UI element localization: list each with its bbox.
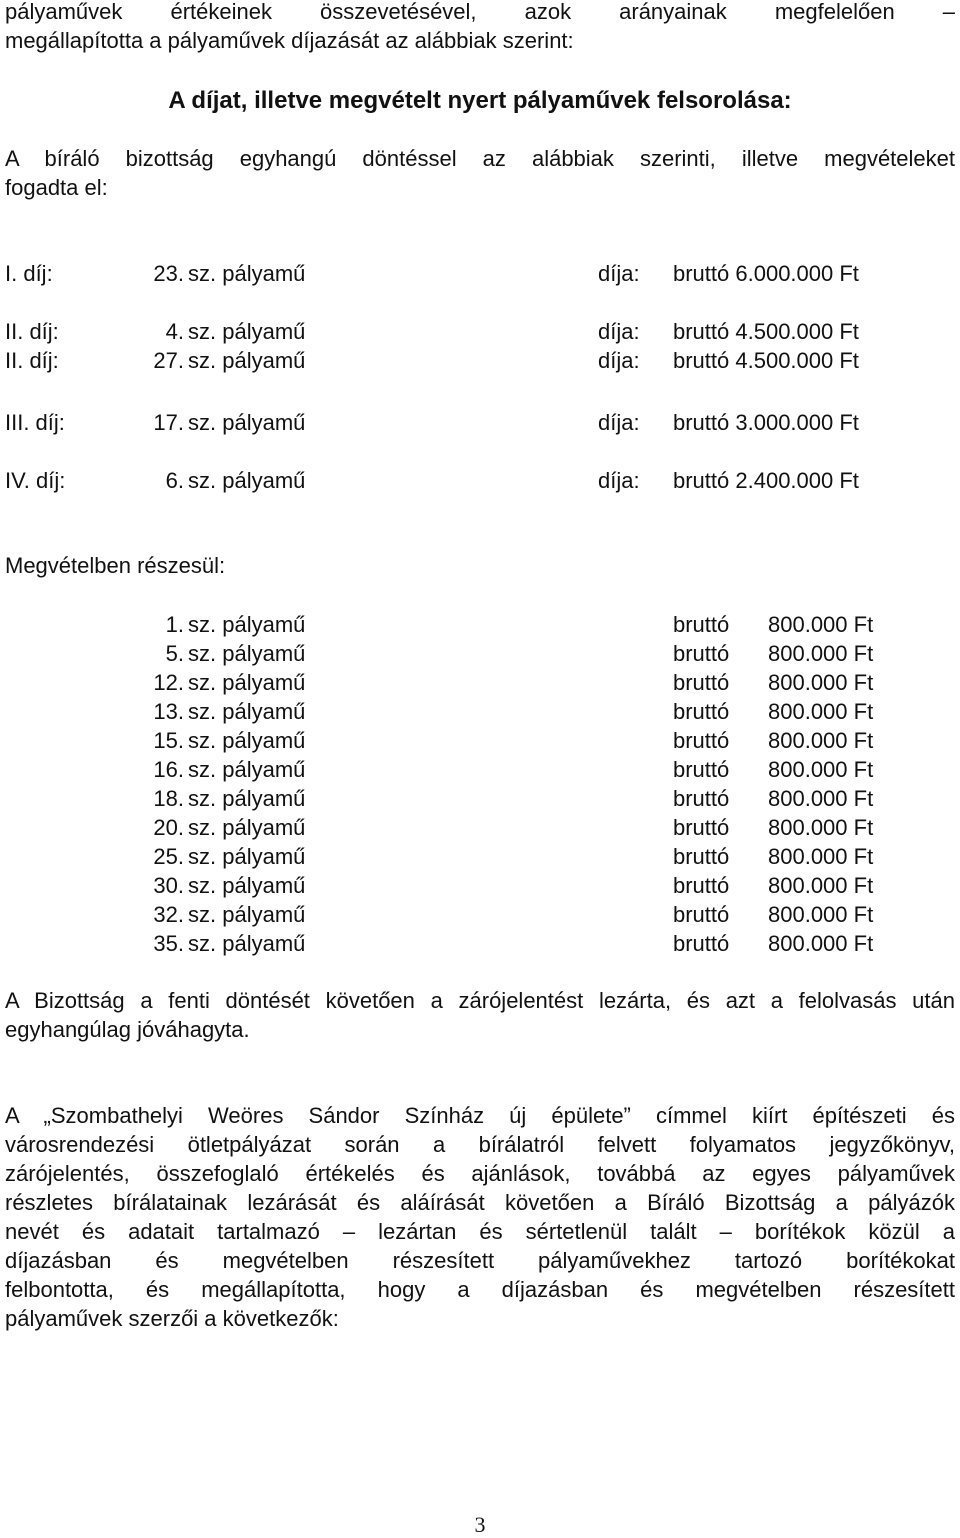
purchase-entry-number: 12. (153, 670, 184, 695)
purchase-amount: 800.000 Ft (768, 612, 874, 637)
paragraph-line: díjazásban és megvételben részesített pályaművekhez tartozó borítékokat (5, 1248, 955, 1273)
purchase-entry-label: sz. pályamű (188, 728, 306, 753)
purchase-entry-label: sz. pályamű (188, 612, 306, 637)
purchase-entry-label: sz. pályamű (188, 873, 306, 898)
purchase-entry-number: 13. (153, 699, 184, 724)
purchase-entry-label: sz. pályamű (188, 786, 306, 811)
paragraph-line: pályaművek szerzői a következők: (5, 1306, 339, 1331)
purchase-row (0, 639, 960, 668)
purchase-entry-number: 18. (153, 786, 184, 811)
purchase-row (0, 784, 960, 813)
prize-rank: III. díj: (5, 410, 65, 435)
purchase-amount: 800.000 Ft (768, 931, 874, 956)
purchase-row (0, 842, 960, 871)
prize-row (0, 408, 960, 437)
purchase-row (0, 871, 960, 900)
paragraph-line: felbontotta, és megállapította, hogy a díjazásban és megvételben részesített (5, 1277, 955, 1302)
page-number: 3 (474, 1512, 486, 1537)
intro-line-1: pályaművek értékeinek összevetésével, azok arányainak megfelelően – (5, 0, 955, 24)
purchase-row (0, 610, 960, 639)
prize-label: díja: (598, 410, 640, 435)
purchase-entry-number: 20. (153, 815, 184, 840)
prize-rank: IV. díj: (5, 468, 66, 493)
prize-entry-label: sz. pályamű (188, 410, 306, 435)
purchase-gross-label: bruttó (673, 670, 730, 695)
purchase-amount: 800.000 Ft (768, 757, 874, 782)
prize-amount: bruttó 4.500.000 Ft (673, 319, 859, 344)
purchase-entry-label: sz. pályamű (188, 844, 306, 869)
prize-entry-number: 23. (153, 261, 184, 286)
paragraph-line: részletes bírálatainak lezárását és aláírását követően a Bíráló Bizottság a pályázók (5, 1190, 955, 1215)
purchase-gross-label: bruttó (673, 612, 730, 637)
prize-rank: II. díj: (5, 348, 59, 373)
purchase-gross-label: bruttó (673, 873, 730, 898)
prize-amount: bruttó 6.000.000 Ft (673, 261, 859, 286)
prize-entry-label: sz. pályamű (188, 261, 306, 286)
prize-entry-label: sz. pályamű (188, 319, 306, 344)
paragraph-line: zárójelentés, összefoglaló értékelés és ajánlások, továbbá az egyes pályaművek (5, 1161, 955, 1186)
purchase-amount: 800.000 Ft (768, 844, 874, 869)
decision-line-1: A bíráló bizottság egyhangú döntéssel az alábbiak szerinti, illetve megvételeket (5, 146, 955, 171)
purchase-gross-label: bruttó (673, 786, 730, 811)
prize-amount: bruttó 4.500.000 Ft (673, 348, 859, 373)
prize-rank: I. díj: (5, 261, 53, 286)
purchase-entry-number: 16. (153, 757, 184, 782)
prize-label: díja: (598, 348, 640, 373)
purchase-row (0, 929, 960, 958)
purchase-gross-label: bruttó (673, 931, 730, 956)
purchase-gross-label: bruttó (673, 641, 730, 666)
purchase-row (0, 726, 960, 755)
purchase-amount: 800.000 Ft (768, 815, 874, 840)
purchase-row (0, 813, 960, 842)
purchase-amount: 800.000 Ft (768, 728, 874, 753)
prize-entry-label: sz. pályamű (188, 348, 306, 373)
purchase-amount: 800.000 Ft (768, 670, 874, 695)
purchase-amount: 800.000 Ft (768, 641, 874, 666)
prize-entry-number: 4. (165, 319, 184, 344)
prize-row (0, 317, 960, 346)
prize-list-heading: A díjat, illetve megvételt nyert pályaművek felsorolása: (168, 87, 792, 114)
purchase-row (0, 900, 960, 929)
purchase-entry-number: 25. (153, 844, 184, 869)
prize-label: díja: (598, 261, 640, 286)
purchase-amount: 800.000 Ft (768, 699, 874, 724)
intro-line-2: megállapította a pályaművek díjazását az alábbiak szerint: (5, 28, 574, 53)
purchase-row (0, 697, 960, 726)
purchase-entry-label: sz. pályamű (188, 931, 306, 956)
purchase-entry-number: 5. (165, 641, 184, 666)
prize-amount: bruttó 2.400.000 Ft (673, 468, 859, 493)
closing-line-2: egyhangúlag jóváhagyta. (5, 1017, 250, 1042)
prize-entry-number: 27. (153, 348, 184, 373)
purchase-entry-number: 1. (165, 612, 184, 637)
prize-label: díja: (598, 319, 640, 344)
purchase-gross-label: bruttó (673, 844, 730, 869)
prize-rank: II. díj: (5, 319, 59, 344)
purchase-heading: Megvételben részesül: (5, 553, 226, 578)
prize-label: díja: (598, 468, 640, 493)
purchase-gross-label: bruttó (673, 728, 730, 753)
purchase-entry-number: 30. (153, 873, 184, 898)
purchase-gross-label: bruttó (673, 815, 730, 840)
purchase-row (0, 755, 960, 784)
paragraph-line: A „Szombathelyi Weöres Sándor Színház új épülete” címmel kiírt építészeti és (5, 1103, 955, 1128)
purchase-entry-label: sz. pályamű (188, 641, 306, 666)
purchase-gross-label: bruttó (673, 757, 730, 782)
prize-entry-label: sz. pályamű (188, 468, 306, 493)
prize-row (0, 259, 960, 288)
paragraph-line: városrendezési ötletpályázat során a bírálatról felvett folyamatos jegyzőkönyv, (5, 1132, 955, 1157)
purchase-gross-label: bruttó (673, 902, 730, 927)
purchase-entry-number: 32. (153, 902, 184, 927)
paragraph-line: nevét és adatait tartalmazó – lezártan és sértetlenül talált – borítékok közül a (5, 1219, 955, 1244)
purchase-entry-number: 15. (153, 728, 184, 753)
purchase-gross-label: bruttó (673, 699, 730, 724)
prize-amount: bruttó 3.000.000 Ft (673, 410, 859, 435)
prize-row (0, 466, 960, 495)
decision-line-2: fogadta el: (5, 175, 108, 200)
purchase-entry-label: sz. pályamű (188, 670, 306, 695)
purchase-entry-label: sz. pályamű (188, 757, 306, 782)
closing-line-1: A Bizottság a fenti döntését követően a zárójelentést lezárta, és azt a felolvasás után (5, 988, 955, 1013)
purchase-entry-label: sz. pályamű (188, 902, 306, 927)
prize-row (0, 346, 960, 375)
purchase-entry-label: sz. pályamű (188, 815, 306, 840)
prize-entry-number: 6. (165, 468, 184, 493)
purchase-entry-label: sz. pályamű (188, 699, 306, 724)
purchase-amount: 800.000 Ft (768, 873, 874, 898)
purchase-amount: 800.000 Ft (768, 902, 874, 927)
purchase-amount: 800.000 Ft (768, 786, 874, 811)
purchase-row (0, 668, 960, 697)
purchase-entry-number: 35. (153, 931, 184, 956)
prize-entry-number: 17. (153, 410, 184, 435)
